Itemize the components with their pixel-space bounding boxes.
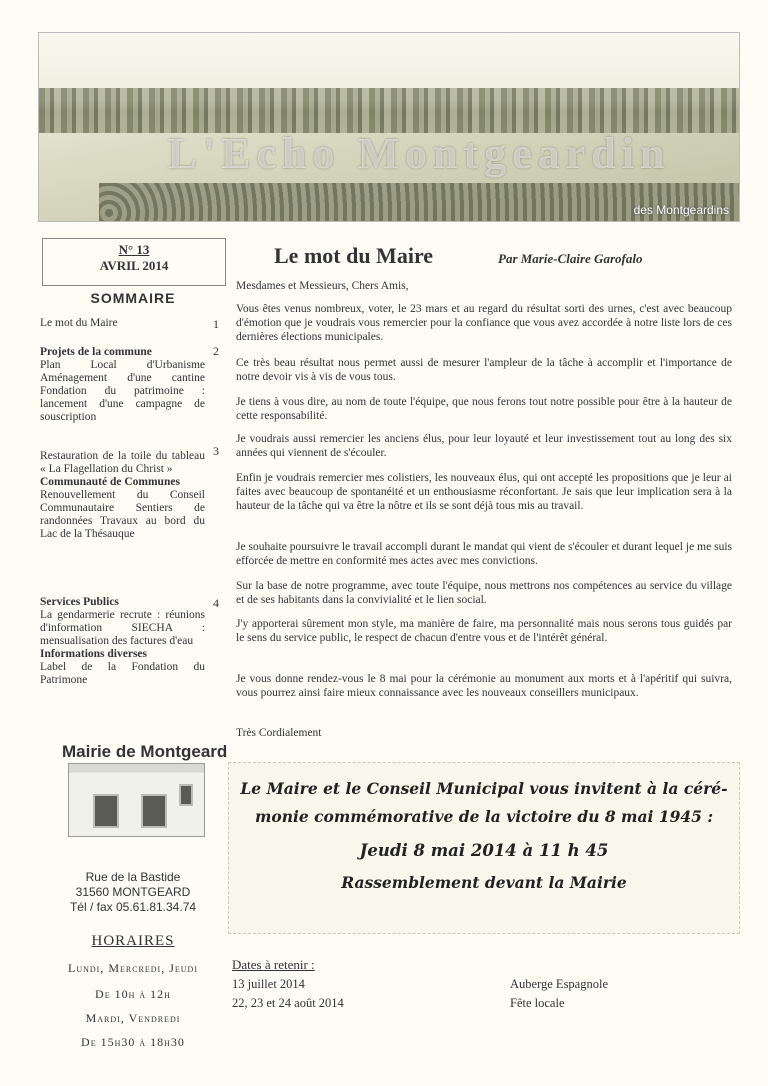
sommaire-title: SOMMAIRE [90,290,176,306]
issue-date: AVRIL 2014 [99,258,169,273]
toc-section-title: Services Publics [40,596,119,608]
date-item: 13 juillet 2014 [232,977,305,991]
article-paragraph: Je souhaite poursuivre le travail accompli durant le mandat qui vient de s'écouler et durant lequel je me suis efforcée de mettre en conformité mes actes avec mes convictions. [236,541,732,567]
invitation-line: Le Maire et le Conseil Municipal vous invitent à la céré- [240,779,728,798]
toc-section-body: Label de la Fondation du Patrimone [40,661,205,686]
mairie-photo [68,763,205,837]
toc-page: 2 [213,344,219,358]
invitation-datetime: Jeudi 8 mai 2014 à 11 h 45 [359,841,609,860]
article-paragraph: Je voudrais aussi remercier les anciens élus, pour leur loyauté et leur investissement tout au long des six années qui viennent de s'écouler. [236,433,732,459]
invitation-line: monie commémorative de la victoire du 8 mai 1945 : [254,807,714,826]
issue-number: N° 13 [118,242,150,257]
horaires-days: Lundi, Mercredi, Jeudi [68,961,198,975]
toc-page: 3 [213,444,219,458]
toc-section-restauration[interactable] [40,450,205,541]
article-paragraph: Vous êtes venus nombreux, voter, le 23 mars et au regard du résultat sorti des urnes, c'est avec beaucoup d'émotion que je voudrais vous remercier pour la confiance que vous avez accordée à notre liste lors de ces dernières élections municipales. [236,303,732,343]
invitation-box [228,762,740,934]
window [179,784,193,806]
invitation-location: Rassemblement devant la Mairie [341,873,627,892]
article-paragraph: Je vous donne rendez-vous le 8 mai pour la cérémonie au monument aux morts et à l'apéritif qui suivra, vous pourrez ainsi faire mieux connaissance avec les nouveaux conseillers municipaux. [236,673,732,699]
toc-section-body: Restauration de la toile du tableau « La Flagellation du Christ » [40,450,205,475]
mairie-title: Mairie de Montgeard [62,742,228,761]
mairie-address [42,870,224,915]
toc-section-title: Projets de la commune [40,346,152,358]
newsletter-subtitle: des Montgeardins [633,203,729,217]
event-item: Auberge Espagnole [510,977,609,991]
horaires-time: De 10h à 12h [95,987,171,1001]
article-title: Le mot du Maire [274,243,434,268]
toc-page: 4 [213,596,219,610]
dates-title: Dates à retenir : [232,957,315,972]
toc-item-mot-du-maire[interactable]: Le mot du Maire [40,317,118,329]
toc-section-projets[interactable] [40,346,205,424]
toc-section-title: Informations diverses [40,648,148,660]
article-paragraph: Je tiens à vous dire, au nom de toute l'équipe, que nous ferons tout notre possible pour être à la hauteur de cette responsabilité. [236,396,732,422]
horaires-title: HORAIRES [91,933,175,949]
door-arch [141,794,167,828]
door-arch [93,794,119,828]
toc-section-services[interactable] [40,596,205,687]
toc-page: 1 [213,317,219,331]
article-closing: Très Cordialement [236,727,322,739]
toc-section-body: Plan Local d'Urbanisme Aménagement d'une cantine Fondation du patrimoine : lancement d'une campagne de souscription [40,359,205,423]
article-paragraph: Ce très beau résultat nous permet aussi de mesurer l'ampleur de la tâche à accomplir et l'importance de notre devoir vis à vis de vous tous. [236,357,732,383]
toc-section-title: Communauté de Communes [40,476,180,488]
article-paragraph: Sur la base de notre programme, avec toute l'équipe, nous mettrons nos compétences au service du village et de ses habitants dans la convivialité et le lien social. [236,580,732,606]
newsletter-title: L'Echo Montgeardin [167,129,671,178]
date-item: 22, 23 et 24 août 2014 [232,996,344,1010]
article-byline: Par Marie-Claire Garofalo [498,251,643,266]
header-banner [38,32,740,222]
address-phone: Tél / fax 05.61.81.34.74 [69,900,197,914]
address-street: Rue de la Bastide [85,870,181,884]
article-salutation: Mesdames et Messieurs, Chers Amis, [236,280,409,292]
banner-village-treeline [39,88,739,133]
toc-section-body: Renouvellement du Conseil Communautaire Sentiers de randonnées Travaux au bord du Lac de la Thésauque [40,489,205,540]
article-paragraph: Enfin je voudrais remercier mes colistiers, les nouveaux élus, qui ont accepté les propositions que je leur ai faites avec beaucoup de spontanéité et un enthousiasme réconfortant. Je sais que leur implication sera à la hauteur de la tâche qui va être la nôtre et ils se sont déjà tous mis au travail. [236,472,732,512]
horaires-days: Mardi, Vendredi [85,1011,181,1025]
issue-box [42,238,226,286]
event-item: Fête locale [510,996,565,1010]
address-city: 31560 MONTGEARD [75,885,191,899]
toc-section-body: La gendarmerie recrute : réunions d'information SIECHA : mensualisation des factures d'eau [40,609,205,647]
article-paragraph: J'y apporterai sûrement mon style, ma manière de faire, ma personnalité mais nous serons tous guidés par le sens du service public, le respect de chacun d'entre vous et de l'intérêt général. [236,618,732,644]
horaires-time: De 15h30 à 18h30 [81,1035,185,1049]
